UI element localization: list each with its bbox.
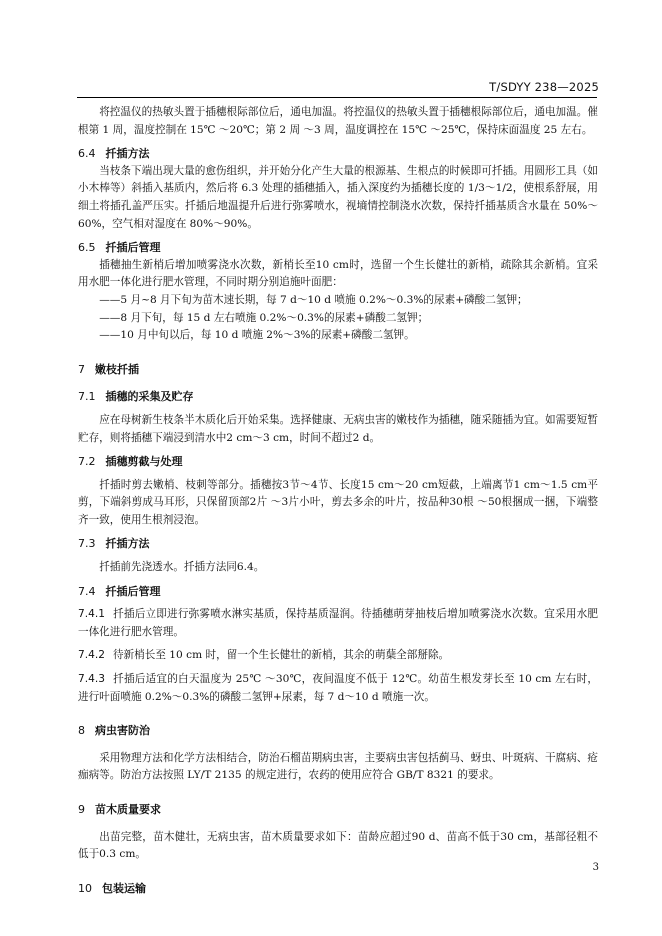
paragraph: 采用物理方法和化学方法相结合，防治石榴苗期病虫害，主要病虫害包括蓟马、蚜虫、叶斑病、干腐病、疮痂病等。防治方法按照 LY/T 2135 的规定进行，农药的使用应符合 GB/T 8321 的要求。 [78, 751, 598, 782]
chapter-heading-9 [78, 801, 598, 819]
section-title: 扦插方法 [105, 537, 150, 551]
section-number: 7.2 [78, 455, 96, 469]
section-number: 7.1 [78, 390, 96, 404]
section-number: 9 [78, 803, 85, 816]
section-title: 扦插方法 [105, 147, 150, 161]
paragraph: 扦插前先浇透水。扦插方法同6.4。 [99, 561, 265, 574]
section-title: 苗木质量要求 [95, 803, 161, 816]
section-title: 病虫害防治 [95, 724, 150, 738]
section-heading-6-4 [78, 145, 598, 163]
section-heading-6-5 [78, 239, 598, 257]
section-heading-7-3 [78, 535, 598, 553]
list-item: ——10 月中旬以后，每 10 d 喷施 2%～3%的尿素+磷酸二氢钾。 [99, 329, 415, 342]
section-number: 7.4 [78, 584, 96, 598]
page-number: 3 [592, 862, 599, 873]
section-title: 扦插后管理 [105, 241, 161, 255]
section-title: 扦插后管理 [105, 584, 161, 598]
section-number: 7.3 [78, 537, 96, 551]
section-title: 插穗的采集及贮存 [105, 390, 194, 404]
document-code: T/SDYY 238—2025 [489, 80, 599, 94]
section-heading-7-4 [78, 583, 598, 601]
chapter-heading-10 [78, 880, 598, 898]
paragraph: 插穗抽生新梢后增加喷雾浇水次数，新梢长至10 cm时，选留一个生长健壮的新梢，疏除其余新梢。宜采用水肥一体化进行肥水管理，不同时期分别追施叶面肥： [78, 258, 598, 289]
paragraph: 应在母树新生枝条半木质化后开始采集。选择健康、无病虫害的嫩枝作为插穗，随采随插为宜。如需要短暂贮存，则将插穗下端浸到清水中2 cm～3 cm，时间不超过2 d。 [78, 413, 598, 444]
chapter-heading-8 [78, 722, 598, 740]
section-heading-7-1 [78, 388, 598, 406]
clause-7-4-2 [78, 647, 598, 665]
list-item: ——5 月~8 月下旬为苗木速长期，每 7 d～10 d 喷施 0.2%～0.3%的尿素+磷酸二氢钾； [99, 293, 528, 306]
chapter-heading-7 [78, 361, 598, 379]
paragraph: 出苗完整，苗木健壮，无病虫害，苗木质量要求如下：苗龄应超过90 d、苗高不低于30 cm，基部径粗不低于0.3 cm。 [78, 830, 598, 861]
section-number: 8 [78, 724, 85, 738]
clause-text: 扦插后适宜的白天温度为 25℃ ～30℃，夜间温度不低于 12℃。幼苗生根发芽长至 10 cm 左右时，进行叶面喷施 0.2%～0.3%的磷酸二氢钾+尿素，每 7 d～10 d 喷施一次。 [78, 673, 598, 703]
section-number: 6.4 [78, 147, 96, 161]
section-heading-7-2 [78, 453, 598, 471]
section-title: 嫩枝扦插 [95, 362, 139, 376]
section-number: 10 [78, 881, 92, 895]
list-item: ——8 月下旬，每 15 d 左右喷施 0.2%～0.3%的尿素+磷酸二氢钾； [99, 311, 429, 324]
clause-number: 7.4.3 [78, 673, 105, 686]
clause-text: 扦插后立即进行弥雾喷水淋实基质，保持基质湿润。待插穗萌芽抽枝后增加喷雾浇水次数。宜采用水肥一体化进行肥水管理。 [78, 608, 598, 638]
clause-text: 待新梢长至 10 cm 时，留一个生长健壮的新梢，其余的萌蘖全部掰除。 [112, 649, 450, 662]
paragraph: 扦插时剪去嫩梢、枝刺等部分。插穗按3节～4节、长度15 cm～20 cm短截，上端离节1 cm～1.5 cm平剪，下端斜剪成马耳形，只保留顶部2片 ～3片小叶，剪去多余的叶片，按品种30根 ～50根捆成一捆，下端整齐一致，使用生根剂浸泡。 [78, 478, 598, 526]
paragraph: 当枝条下端出现大量的愈伤组织，并开始分化产生大量的根源基、生根点的时候即可扦插。用圆形工具（如小木棒等）斜插入基质内，然后将 6.3 处理的插穗插入，插入深度约为插穗长度的 1/3～1/2，使根系舒展，用细土将插孔盖严压实。扦插后地温提升后进行弥雾喷水，视墒情控制浇水次数，保持扦插基质含水量在 50%～60%，空气相对湿度在 80%～90%。 [78, 164, 598, 230]
page-content [78, 104, 598, 897]
clause-7-4-1 [78, 606, 598, 641]
section-title: 包装运输 [102, 881, 146, 895]
clause-7-4-3 [78, 671, 598, 706]
section-title: 插穗剪截与处理 [105, 455, 183, 469]
paragraph: 将控温仪的热敏头置于插穗根际部位后，通电加温。将控温仪的热敏头置于插穗根际部位后，通电加温。催根第 1 周，温度控制在 15℃ ～20℃；第 2 周 ～3 周，温度调控在 15℃ ～25℃，保持床面温度 25 左右。 [78, 106, 598, 136]
section-number: 6.5 [78, 241, 96, 255]
clause-number: 7.4.1 [78, 608, 105, 621]
section-number: 7 [78, 362, 85, 376]
clause-number: 7.4.2 [78, 649, 105, 662]
header-rule [77, 97, 597, 98]
